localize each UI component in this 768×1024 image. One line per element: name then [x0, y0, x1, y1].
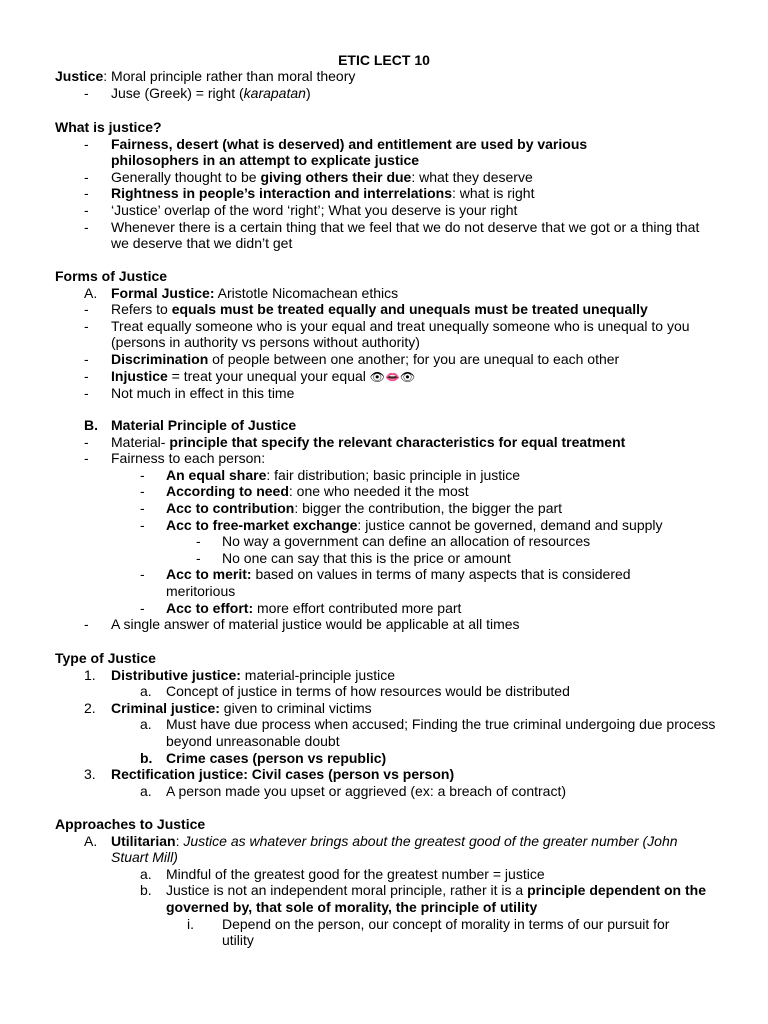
sub-bullet-item: - According to need: one who needed it the most [140, 483, 469, 500]
section-material-principle [0, 417, 768, 633]
dash-marker: - [84, 301, 89, 318]
bullet-item: - A single answer of material justice would be applicable at all times [84, 616, 520, 633]
list-marker: b. [140, 882, 152, 899]
lettered-item: A. Utilitarian: Justice as whatever brings about the greatest good of the greater number (John Stuart Mill) [84, 832, 678, 866]
section-forms-of-justice [0, 268, 768, 402]
dash-marker: - [84, 450, 89, 467]
sub-item: b. Justice is not an independent moral principle, rather it is a principle dependent on the governed by, that sole of morality, the principle of utility [140, 882, 706, 915]
section-heading: Type of Justice [55, 650, 156, 666]
sub-bullet-item: - Acc to merit: based on values in terms of many aspects that is considered meritorious [140, 566, 631, 599]
dash-marker: - [140, 466, 145, 483]
dash-marker: - [196, 533, 201, 550]
dash-marker: - [84, 168, 89, 185]
bullet-item: - Juse (Greek) = right (karapatan) [84, 84, 311, 101]
sub-sub-bullet-item: - No one can say that this is the price or amount [196, 549, 511, 566]
sub-bullet-item: - Acc to free-market exchange: justice cannot be governed, demand and supply [140, 516, 663, 533]
bullet-item: - Fairness to each person: [84, 450, 266, 467]
section-type-of-justice [0, 650, 768, 799]
dash-marker: - [84, 350, 89, 367]
bullet-item: - Discrimination of people between one another; for you are unequal to each other [84, 350, 620, 367]
sub-item: a. A person made you upset or aggrieved (ex: a breach of contract) [140, 782, 567, 799]
sub-sub-bullet-item: - No way a government can define an allocation of resources [196, 533, 591, 550]
bullet-item: - Generally thought to be giving others their due: what they deserve [84, 168, 533, 185]
bullet-item: - Treat equally someone who is your equal and treat unequally someone who is unequal to you (persons in authority vs persons without authority) [84, 317, 690, 351]
list-marker: b. [140, 749, 153, 766]
section-approaches-to-justice [0, 816, 768, 949]
list-marker: a. [140, 782, 152, 799]
bullet-item: - Injustice = treat your unequal your equal 👁👄👁 [84, 367, 416, 384]
sub-sub-item: i. Depend on the person, our concept of morality in terms of our pursuit for utility [187, 915, 670, 949]
list-marker: A. [84, 832, 98, 849]
sub-item: a. Mindful of the greatest good for the greatest number = justice [140, 865, 545, 882]
bullet-item: - Fairness, desert (what is deserved) and entitlement are used by various philosophers in an attempt to explicate justice [84, 135, 588, 169]
numbered-item: 3. Rectification justice: Civil cases (person vs person) [84, 766, 455, 783]
dash-marker: - [84, 218, 89, 235]
dash-marker: - [140, 499, 145, 516]
dash-marker: - [84, 84, 89, 101]
bullet-item: - Refers to equals must be treated equally and unequals must be treated unequally [84, 301, 648, 318]
dash-marker: - [196, 549, 201, 566]
bullet-item: - Material- principle that specify the relevant characteristics for equal treatment [84, 433, 626, 450]
sub-item: b. Crime cases (person vs republic) [140, 749, 387, 766]
dash-marker: - [84, 385, 89, 402]
sub-bullet-item: - Acc to contribution: bigger the contribution, the bigger the part [140, 499, 563, 516]
bullet-item: - ‘Justice’ overlap of the word ‘right’; What you deserve is your right [84, 201, 518, 218]
dash-marker: - [140, 483, 145, 500]
dash-marker: - [84, 135, 89, 152]
dash-marker: - [140, 516, 145, 533]
sub-bullet-item: - Acc to effort: more effort contributed more part [140, 599, 462, 616]
list-marker: a. [140, 865, 152, 882]
list-marker: a. [140, 683, 152, 700]
section-justice-definition [0, 68, 768, 101]
bullet-item: - Whenever there is a certain thing that we feel that we do not deserve that we got or a thing that we deserve that we didn’t get [84, 218, 700, 252]
eye-lips-eye-emoji-icon: 👁👄👁 [369, 369, 416, 384]
list-marker: B. [84, 417, 98, 433]
line: Justice: Moral principle rather than moral theory [55, 68, 356, 84]
list-marker: 1. [84, 666, 96, 683]
numbered-item: 2. Criminal justice: given to criminal victims [84, 699, 372, 716]
dash-marker: - [84, 185, 89, 202]
dash-marker: - [140, 599, 145, 616]
dash-marker: - [84, 317, 89, 334]
dash-marker: - [140, 566, 145, 583]
list-marker: a. [140, 716, 152, 733]
section-heading: Forms of Justice [55, 268, 168, 284]
sub-item: a. Must have due process when accused; Finding the true criminal undergoing due process beyond unreasonable doubt [140, 716, 716, 749]
lettered-item: A. Formal Justice: Aristotle Nicomachean ethics [84, 284, 399, 301]
page-title: ETIC LECT 10 [338, 52, 430, 68]
list-marker: 2. [84, 699, 96, 716]
list-marker: 3. [84, 766, 96, 783]
section-heading: What is justice? [55, 119, 162, 135]
dash-marker: - [84, 433, 89, 450]
dash-marker: - [84, 201, 89, 218]
bullet-item: - Not much in effect in this time [84, 385, 295, 402]
list-marker: A. [84, 284, 98, 301]
section-what-is-justice [0, 119, 768, 252]
sub-bullet-item: - An equal share: fair distribution; basic principle in justice [140, 466, 521, 483]
dash-marker: - [84, 616, 89, 633]
section-heading: Approaches to Justice [55, 816, 206, 832]
list-marker: i. [187, 915, 194, 932]
dash-marker: - [84, 367, 89, 384]
numbered-item: 1. Distributive justice: material-principle justice [84, 666, 395, 683]
sub-item: a. Concept of justice in terms of how resources would be distributed [140, 683, 570, 700]
lettered-heading: B. Material Principle of Justice [84, 417, 297, 433]
bullet-item: - Rightness in people’s interaction and interrelations: what is right [84, 185, 535, 202]
